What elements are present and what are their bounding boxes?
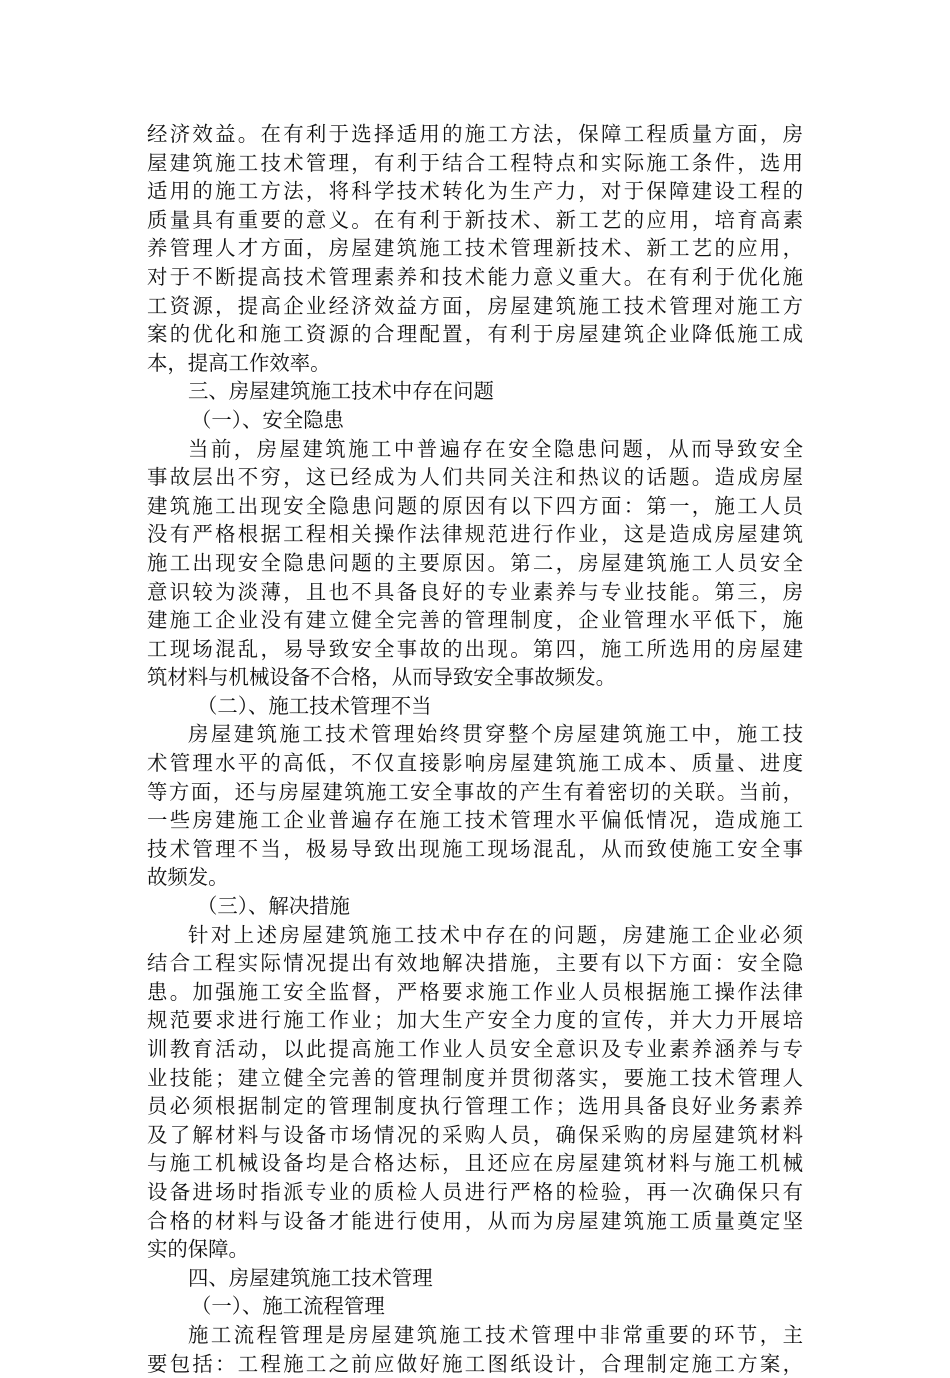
text-line: 养管理人才方面，房屋建筑施工技术管理新技术、新工艺的应用， [147,236,803,261]
text-line: 及了解材料与设备市场情况的采购人员，确保采购的房屋建筑材料 [147,1122,803,1147]
text-line: 屋建筑施工技术管理，有利于结合工程特点和实际施工条件，选用 [147,150,803,175]
section-heading-problems [147,377,803,406]
text-line: 没有严格根据工程相关操作法律规范进行作业，这是造成房屋建筑 [147,522,803,547]
paragraph-economic-benefits [147,120,803,377]
subheading: （三）、解决措施 [197,894,350,919]
text-line: 合格的材料与设备才能进行使用，从而为房屋建筑施工质量奠定坚 [147,1208,803,1233]
text-line: 结合工程实际情况提出有效地解决措施，主要有以下方面：安全隐 [147,951,803,976]
text-line: 施工出现安全隐患问题的主要原因。第二，房屋建筑施工人员安全 [147,550,803,575]
text-line: 建施工企业没有建立健全完善的管理制度，企业管理水平低下，施 [147,608,803,633]
text-line: 故频发。 [147,865,229,890]
subheading: （一）、施工流程管理 [191,1294,385,1319]
subheading: （二）、施工技术管理不当 [197,693,432,718]
paragraph-process-management [147,1321,803,1378]
text-line: 工资源，提高企业经济效益方面，房屋建筑施工技术管理对施工方 [147,293,803,318]
text-line: 术管理水平的高低，不仅直接影响房屋建筑施工成本、质量、进度 [147,751,803,776]
text-line: 本，提高工作效率。 [147,350,331,375]
text-line: 设备进场时指派专业的质检人员进行严格的检验，再一次确保只有 [147,1179,803,1204]
text-line: 要包括：工程施工之前应做好施工图纸设计，合理制定施工方案， [147,1351,803,1376]
section-heading-management [147,1264,803,1293]
text-line: 等方面，还与房屋建筑施工安全事故的产生有着密切的关联。当前， [147,779,803,804]
text-line: 质量具有重要的意义。在有利于新技术、新工艺的应用，培育高素 [147,207,803,232]
subheading-improper-management [147,692,803,721]
text-line: 事故层出不穷，这已经成为人们共同关注和热议的话题。造成房屋 [147,465,803,490]
text-line: 建筑施工出现安全隐患问题的原因有以下四方面：第一，施工人员 [147,493,803,518]
text-line: 技术管理不当，极易导致出现施工现场混乱，从而致使施工安全事 [147,836,803,861]
text-line: 员必须根据制定的管理制度执行管理工作；选用具备良好业务素养 [147,1094,803,1119]
text-line: 经济效益。在有利于选择适用的施工方法，保障工程质量方面，房 [147,122,803,146]
paragraph-improper-management [147,720,803,892]
text-line: 训教育活动，以此提高施工作业人员安全意识及专业素养涵养与专 [147,1037,803,1061]
text-line: 一些房建施工企业普遍存在施工技术管理水平偏低情况，造成施工 [147,808,803,833]
text-line: 房屋建筑施工技术管理始终贯穿整个房屋建筑施工中，施工技 [188,722,803,747]
subheading-process-management [147,1292,803,1321]
text-line: 患。加强施工安全监督，严格要求施工作业人员根据施工操作法律 [147,979,803,1004]
text-line: 适用的施工方法，将科学技术转化为生产力，对于保障建设工程的 [147,179,803,204]
text-line: 当前，房屋建筑施工中普遍存在安全隐患问题，从而导致安全 [188,436,803,461]
subheading: （一）、安全隐患 [191,407,344,432]
text-line: 案的优化和施工资源的合理配置，有利于房屋建筑企业降低施工成 [147,322,803,347]
text-line: 针对上述房屋建筑施工技术中存在的问题，房建施工企业必须 [188,922,803,947]
text-line: 与施工机械设备均是合格达标，且还应在房屋建筑材料与施工机械 [147,1151,803,1176]
text-line: 意识较为淡薄，且也不具备良好的专业素养与专业技能。第三，房 [147,579,803,604]
text-line: 对于不断提高技术管理素养和技术能力意义重大。在有利于优化施 [147,264,803,289]
text-line: 规范要求进行施工作业；加大生产安全力度的宣传，并大力开展培 [147,1008,803,1033]
text-line: 筑材料与机械设备不合格，从而导致安全事故频发。 [147,665,616,690]
section-heading: 四、房屋建筑施工技术管理 [188,1265,433,1290]
subheading-safety-hazards [147,406,803,435]
subheading-solutions [147,892,803,921]
text-line: 实的保障。 [147,1237,249,1262]
document-page [147,120,803,1378]
paragraph-solutions [147,921,803,1264]
text-line: 施工流程管理是房屋建筑施工技术管理中非常重要的环节，主 [188,1322,803,1347]
text-line: 工现场混乱，易导致安全事故的出现。第四，施工所选用的房屋建 [147,636,803,661]
section-heading: 三、房屋建筑施工技术中存在问题 [188,379,494,404]
paragraph-safety-hazards [147,435,803,692]
text-line: 业技能；建立健全完善的管理制度并贯彻落实，要施工技术管理人 [147,1065,803,1090]
